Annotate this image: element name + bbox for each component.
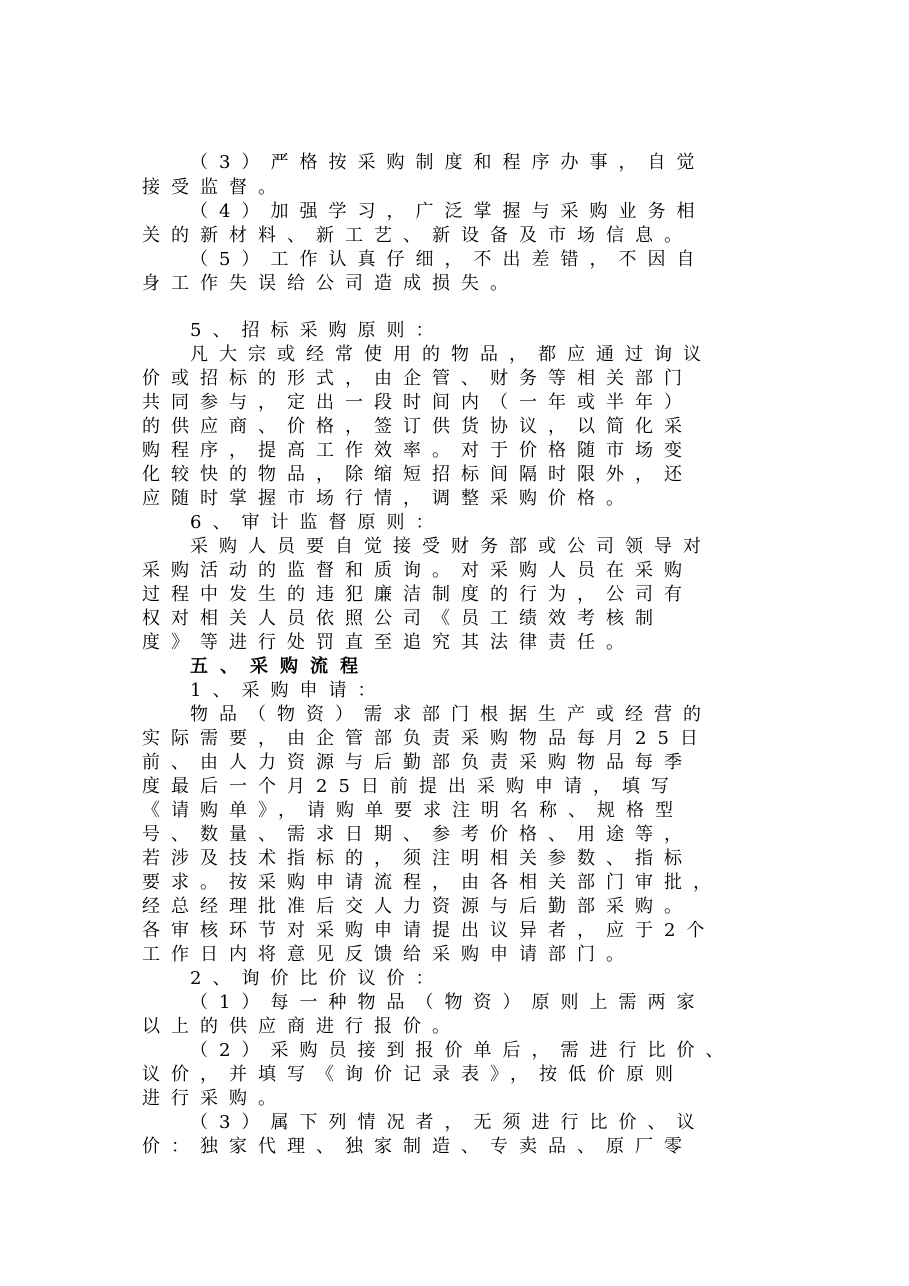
paragraph-line: 议价，并填写《询价记录表》，按低价原则 (142, 1064, 684, 1085)
section-heading: 1、采购申请： (190, 680, 387, 701)
paragraph-line: （2）采购员接到报价单后，需进行比价、 (190, 1040, 735, 1061)
paragraph-line: 前、由人力资源与后勤部负责采购物品每季 (142, 752, 693, 773)
paragraph-line: 度》等进行处罚直至追究其法律责任。 (142, 632, 635, 653)
paragraph-line: 接受监督。 (142, 177, 287, 198)
paragraph-line: 身工作失误给公司造成损失。 (142, 273, 519, 294)
paragraph-line: 号、数量、需求日期、参考价格、用途等， (142, 824, 693, 845)
paragraph-line: 价：独家代理、独家制造、专卖品、原厂零 (142, 1136, 693, 1157)
paragraph-line: 共同参与，定出一段时间内（一年或半年） (142, 392, 693, 413)
paragraph-line: 关的新材料、新工艺、新设备及市场信息。 (142, 225, 693, 246)
paragraph-line: （4）加强学习，广泛掌握与采购业务相 (190, 201, 706, 222)
paragraph-line: （5）工作认真仔细，不出差错，不因自 (190, 249, 706, 270)
paragraph-line: 购程序，提高工作效率。对于价格随市场变 (142, 440, 693, 461)
paragraph-line: 进行采购。 (142, 1088, 287, 1109)
paragraph-line: 采购人员要自觉接受财务部或公司领导对 (190, 536, 712, 557)
paragraph-line: （3）严格按采购制度和程序办事，自觉 (190, 152, 706, 173)
paragraph-line: 物品（物资）需求部门根据生产或经营的 (190, 704, 712, 725)
paragraph-line: 若涉及技术指标的，须注明相关参数、指标 (142, 848, 693, 869)
paragraph-line: 价或招标的形式，由企管、财务等相关部门 (142, 368, 693, 389)
paragraph-line: 《请购单》，请购单要求注明名称、规格型 (142, 800, 684, 821)
paragraph-line: （3）属下列情况者，无须进行比价、议 (190, 1112, 706, 1133)
paragraph-line: 的供应商、价格，签订供货协议，以简化采 (142, 416, 693, 437)
paragraph-line: 经总经理批准后交人力资源与后勤部采购。 (142, 896, 693, 917)
paragraph-line: 要求。按采购申请流程，由各相关部门审批， (142, 872, 722, 893)
section-heading: 5、招标采购原则： (190, 320, 445, 341)
paragraph-line: 实际需要，由企管部负责采购物品每月25日 (142, 728, 709, 749)
paragraph-line: 采购活动的监督和质询。对采购人员在采购 (142, 560, 693, 581)
paragraph-line: 工作日内将意见反馈给采购申请部门。 (142, 944, 635, 965)
section-heading: 6、审计监督原则： (190, 512, 445, 533)
paragraph-line: 化较快的物品，除缩短招标间隔时限外，还 (142, 464, 693, 485)
paragraph-line: 度最后一个月25日前提出采购申请，填写 (142, 776, 680, 797)
paragraph-line: 过程中发生的违犯廉洁制度的行为，公司有 (142, 584, 693, 605)
chapter-heading: 五、采购流程 (190, 656, 370, 677)
paragraph-line: （1）每一种物品（物资）原则上需两家 (190, 992, 706, 1013)
section-heading: 2、询价比价议价： (190, 968, 445, 989)
paragraph-line: 凡大宗或经常使用的物品，都应通过询议 (190, 344, 712, 365)
paragraph-line: 权对相关人员依照公司《员工绩效考核制 (142, 608, 664, 629)
paragraph-line: 各审核环节对采购申请提出议异者，应于2个 (142, 920, 716, 941)
paragraph-line: 以上的供应商进行报价。 (142, 1016, 461, 1037)
paragraph-line: 应随时掌握市场行情，调整采购价格。 (142, 488, 635, 509)
